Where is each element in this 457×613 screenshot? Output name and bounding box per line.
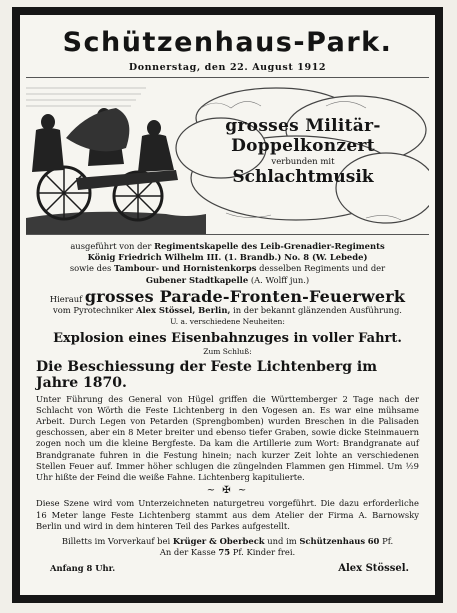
poster-body: [26, 241, 429, 575]
text: sowie des: [69, 263, 112, 274]
fireworks-title: grosses Parade-Fronten-Feuerwerk: [84, 286, 406, 306]
ornament-divider: ~ ✠ ~: [206, 485, 249, 497]
banner-line-2: Doppelkonzert: [231, 136, 375, 156]
drum-corps: Tambour- und Hornistenkorps: [113, 263, 257, 274]
footer: [36, 563, 419, 574]
text: Billetts im Vorverkauf bei: [61, 536, 171, 547]
text: vom Pyrotechniker: [53, 305, 134, 316]
text: in der bekannt glänzenden Ausführung.: [233, 305, 402, 316]
regiment-band: Regimentskapelle des Leib-Grenadier-Regiments: [154, 241, 385, 251]
fireworks-heading: [36, 286, 419, 306]
finale-title: Die Beschiessung der Feste Lichtenberg im Jahre 1870.: [36, 358, 378, 391]
pyrotechnician-name: Alex Stössel, Berlin,: [135, 305, 231, 316]
door-price: 75: [218, 547, 231, 558]
performers-line-2: König Friedrich Wilhelm III. (1. Brandb.) No. 8 (W. Lebede): [87, 252, 368, 263]
concert-banner: [26, 77, 429, 235]
explosion-heading: Explosion eines Eisenbahnzuges in voller Fahrt.: [53, 331, 402, 347]
performers-line-3: [36, 263, 419, 274]
text: An der Kasse: [159, 547, 216, 558]
text: Pf.: [382, 536, 394, 547]
performers-line-4: [36, 275, 419, 286]
signature: Alex Stössel.: [338, 563, 409, 575]
banner-line-4: Schlachtmusik: [232, 167, 374, 187]
finale-label: Zum Schluß:: [203, 347, 252, 357]
poster-title: Schützenhaus-Park.: [62, 27, 393, 58]
banner-line-3: verbunden mit: [271, 157, 335, 167]
novelties: U. a. verschiedene Neuheiten:: [170, 317, 285, 327]
scene-note: Diese Szene wird vom Unterzeichneten naturgetreu vorgeführt. Die dazu erforderliche 16 Meter lange Feste Lichtenberg stammt aus dem Atelier der Firma A. Barnowsky Berlin und wird in dem hinteren Teil des Parkes aufgestellt.: [36, 498, 419, 531]
performers-line-1: [36, 241, 419, 252]
city-band: Gubener Stadtkapelle: [145, 274, 249, 285]
presale-shops: Krüger & Oberbeck: [172, 536, 265, 547]
banner-line-1: grosses Militär-: [225, 116, 381, 136]
event-date: Donnerstag, den 22. August 1912: [128, 62, 327, 73]
start-time: Anfang 8 Uhr.: [50, 563, 116, 574]
text: Hierauf: [49, 293, 83, 304]
presale-price: 60: [367, 536, 380, 547]
fireworks-by: [36, 305, 419, 316]
battle-description: Unter Führung des General von Hügel griffen die Württemberger 2 Tage nach der Schlacht von Wörth die Feste Lichtenberg in den Vogesen an. Es war eine mühsame Arbeit. Durch Legen von Petarden (Sprengbomben) wurden Breschen in die Palisaden geschossen, aber ein 8 Meter breiter und ebenso tiefer Graben, sowie dicke Steinmauern zogen noch um die kleine Bergfeste. Da kam die Artillerie zum Wort: Brandgranate auf Brandgranate fuhren in die Festung hinein; nach kurzer Zeit lohte an verschiedenen Stellen Feuer auf. Immer höher schlugen die züngelnden Flammen gen Himmel. Um ½9 Uhr hißte der Feind die weiße Fahne. Lichtenberg kapitulierte.: [36, 393, 419, 483]
box-office-line: [36, 547, 419, 558]
tickets-line: [36, 536, 419, 547]
venue: Schützenhaus: [299, 536, 366, 547]
text: ausgeführt von der: [70, 241, 152, 251]
text: Pf. Kinder frei.: [232, 547, 296, 558]
text: (A. Wolff jun.): [250, 274, 310, 285]
text: desselben Regiments und der: [259, 263, 386, 274]
poster-frame: [12, 7, 443, 603]
text: und im: [267, 536, 297, 547]
